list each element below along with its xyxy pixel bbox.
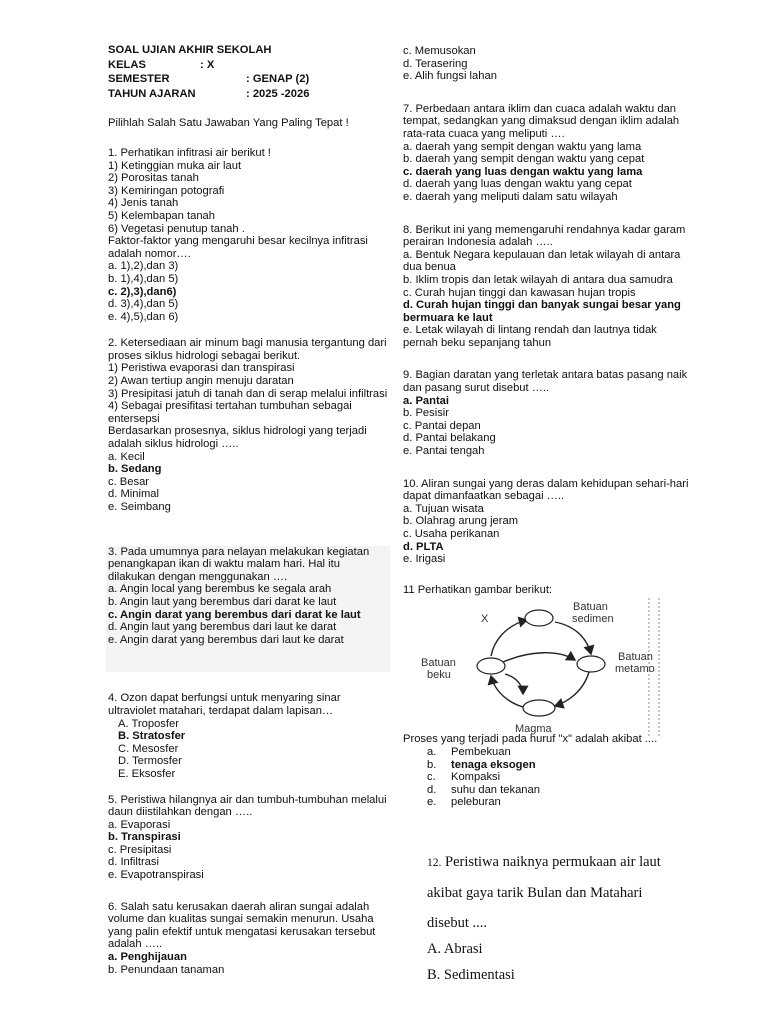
answer-option[interactable]: B. Sedimentasi bbox=[427, 966, 515, 983]
answer-option[interactable]: e. 4),5),dan 6) bbox=[108, 310, 179, 323]
question-5-stem: 5. Peristiwa hilangnya air dan tumbuh-tumbuhan melalui daun diistilahkan dengan ….. bbox=[108, 793, 387, 819]
answer-option-correct[interactable]: c. Angin darat yang berembus dari darat ke laut bbox=[108, 608, 361, 621]
answer-option[interactable]: b. Olahrag arung jeram bbox=[403, 515, 519, 528]
option-letter: b. bbox=[427, 758, 437, 771]
answer-option[interactable]: d. Infiltrasi bbox=[108, 856, 159, 869]
question-12-stem-line: akibat gaya tarik Bulan dan Matahari bbox=[427, 884, 643, 901]
option-text: peleburan bbox=[451, 796, 501, 809]
question-1 bbox=[108, 147, 390, 323]
answer-option[interactable]: a. Kecil bbox=[108, 450, 145, 463]
question-7 bbox=[403, 103, 693, 204]
answer-option[interactable]: e. Letak wilayah di lintang rendah dan lautnya tidak pernah beku sepanjang tahun bbox=[403, 324, 657, 349]
answer-option-correct[interactable]: d. Curah hujan tinggi dan banyak sungai besar yang bermuara ke laut bbox=[403, 299, 681, 324]
option-text: tenaga eksogen bbox=[451, 758, 536, 771]
answer-option[interactable]: e. Alih fungsi lahan bbox=[403, 70, 497, 83]
kelas-value: : X bbox=[200, 58, 215, 71]
answer-option[interactable]: b. daerah yang sempit dengan waktu yang cepat bbox=[403, 153, 645, 166]
question-11 bbox=[403, 584, 693, 809]
answer-option[interactable]: c. Usaha perikanan bbox=[403, 528, 500, 540]
answer-option[interactable]: c. Pantai depan bbox=[403, 419, 481, 432]
answer-option[interactable]: A. Troposfer bbox=[118, 717, 179, 730]
answer-option-correct[interactable]: B. Stratosfer bbox=[118, 730, 186, 743]
label-metamo-1: Batuan bbox=[618, 651, 653, 664]
question-1-item: 3) Kemiringan potografi bbox=[108, 184, 225, 197]
answer-option[interactable]: D. Termosfer bbox=[118, 755, 182, 768]
question-2-item: 1) Peristiwa evaporasi dan transpirasi bbox=[108, 362, 295, 375]
answer-option[interactable]: b. 1),4),dan 5) bbox=[108, 272, 179, 285]
answer-option[interactable]: d. Angin laut yang berembus dari laut ke darat bbox=[108, 621, 337, 634]
answer-option[interactable]: e. Seimbang bbox=[108, 501, 171, 513]
tahun-row bbox=[108, 88, 390, 101]
answer-option-correct[interactable]: b. Sedang bbox=[108, 463, 162, 476]
answer-option[interactable]: d. Pantai belakang bbox=[403, 432, 496, 445]
question-4 bbox=[108, 692, 390, 780]
question-12-number: 12. bbox=[427, 856, 442, 869]
kelas-row bbox=[108, 59, 390, 72]
answer-option[interactable]: a. daerah yang sempit dengan waktu yang lama bbox=[403, 140, 642, 153]
answer-option[interactable]: a. Bentuk Negara kepulauan dan letak wilayah di antara dua benua bbox=[403, 248, 681, 274]
option-text: Kompaksi bbox=[451, 771, 501, 784]
option-letter: a. bbox=[427, 745, 437, 758]
tahun-label: TAHUN AJARAN bbox=[108, 87, 196, 100]
question-1-item: 4) Jenis tanah bbox=[108, 197, 179, 210]
question-8-stem: 8. Berikut ini yang memengaruhi rendahnya kadar garam perairan Indonesia adalah ….. bbox=[403, 223, 686, 249]
semester-row bbox=[108, 73, 390, 86]
answer-option[interactable]: a. Angin local yang berembus ke segala arah bbox=[108, 583, 332, 596]
label-beku-1: Batuan bbox=[421, 657, 456, 670]
question-11-question: Proses yang terjadi pada huruf "x" adalah akibat .... bbox=[403, 733, 658, 746]
option-letter: e. bbox=[427, 796, 437, 809]
answer-option-correct[interactable]: b. Transpirasi bbox=[108, 831, 181, 844]
label-metamo-2: metamo bbox=[615, 663, 655, 676]
answer-option-correct[interactable]: c. 2),3),dan6) bbox=[108, 285, 177, 298]
question-3-stem: 3. Pada umumnya para nelayan melakukan kegiatan penangkapan ikan di waktu malam hari. Hal itu dilakukan dengan menggunakan …. bbox=[108, 545, 370, 583]
question-10 bbox=[403, 478, 693, 566]
question-12-stem-line: disebut .... bbox=[427, 914, 488, 931]
ellipse-batuan-beku bbox=[477, 658, 505, 674]
answer-option[interactable] bbox=[403, 784, 693, 797]
answer-option-correct[interactable]: a. Pantai bbox=[403, 394, 450, 407]
question-10-stem: 10. Aliran sungai yang deras dalam kehidupan sehari-hari dapat dimanfaatkan sebagai ….. bbox=[403, 477, 689, 503]
ellipse-batuan-sedimen bbox=[525, 610, 553, 626]
arrow-metamorf-to-magma bbox=[555, 672, 589, 706]
answer-option[interactable]: C. Mesosfer bbox=[118, 742, 179, 755]
kelas-label: KELAS bbox=[108, 58, 146, 71]
answer-option[interactable]: e. Angin darat yang berembus dari laut ke darat bbox=[108, 633, 344, 646]
answer-option[interactable]: E. Eksosfer bbox=[118, 767, 176, 780]
answer-option[interactable]: a. 1),2),dan 3) bbox=[108, 260, 179, 273]
question-2-stem: 2. Ketersediaan air minum bagi manusia tergantung dari proses siklus hidrologi sebagai berikut. bbox=[108, 337, 387, 362]
question-2-item: 3) Presipitasi jatuh di tanah dan di serap melalui infiltrasi bbox=[108, 387, 388, 400]
answer-option[interactable]: d. daerah yang luas dengan waktu yang cepat bbox=[403, 178, 632, 191]
question-9-stem: 9. Bagian daratan yang terletak antara batas pasang naik dan pasang surut disebut ….. bbox=[403, 369, 688, 395]
answer-option[interactable]: c. Curah hujan tinggi dan kawasan hujan tropis bbox=[403, 286, 636, 299]
question-1-item: 6) Vegetasi penutup tanah . bbox=[108, 222, 245, 235]
answer-option-correct[interactable] bbox=[403, 759, 693, 772]
question-1-item: 2) Porositas tanah bbox=[108, 172, 199, 185]
option-letter: d. bbox=[427, 783, 437, 796]
question-11-stem: 11 Perhatikan gambar berikut: bbox=[403, 583, 553, 596]
answer-option[interactable]: e. daerah yang meliputi dalam satu wilayah bbox=[403, 190, 618, 203]
question-6 bbox=[108, 901, 390, 977]
question-1-question: Faktor-faktor yang mengaruhi besar kecilnya infitrasi adalah nomor…. bbox=[108, 235, 368, 260]
ellipse-batuan-metamorf bbox=[577, 656, 605, 672]
answer-option[interactable]: b. Pesisir bbox=[403, 407, 450, 420]
answer-option[interactable]: b. Penundaan tanaman bbox=[108, 963, 225, 976]
label-sedimen-1: Batuan bbox=[573, 601, 608, 614]
answer-option[interactable] bbox=[403, 746, 693, 759]
answer-option[interactable]: e. Evapotranspirasi bbox=[108, 869, 204, 882]
option-text: Pembekuan bbox=[451, 745, 511, 758]
question-6-continued bbox=[403, 45, 693, 83]
arrow-beku-to-sedimen bbox=[491, 620, 527, 656]
question-6-stem: 6. Salah satu kerusakan daerah aliran sungai adalah volume dan kualitas sungai semakin menurun. Usaha yang palin efektif untuk mengatasi kerusakan tersebut adalah ….. bbox=[108, 900, 376, 951]
answer-option[interactable]: e. Pantai tengah bbox=[403, 445, 485, 458]
question-2-item: 4) Sebagai presifitasi tertahan tumbuhan sebagai entersepsi bbox=[108, 400, 352, 425]
tahun-value: : 2025 -2026 bbox=[246, 87, 310, 100]
question-9 bbox=[403, 369, 693, 457]
right-column bbox=[403, 45, 693, 988]
answer-option-correct[interactable]: c. daerah yang luas dengan waktu yang lama bbox=[403, 165, 643, 178]
question-12-stem-line bbox=[427, 849, 693, 876]
label-sedimen-2: sedimen bbox=[572, 613, 614, 626]
label-x: X bbox=[481, 613, 489, 626]
question-4-stem: 4. Ozon dapat berfungsi untuk menyaring sinar ultraviolet matahari, terdapat dalam lapisan… bbox=[108, 692, 341, 717]
answer-option[interactable]: c. Memusokan bbox=[403, 45, 476, 57]
answer-option[interactable]: e. Irigasi bbox=[403, 553, 446, 566]
answer-option-correct[interactable]: a. Penghijauan bbox=[108, 951, 187, 964]
semester-value: : GENAP (2) bbox=[246, 73, 310, 86]
question-1-item: 1) Ketinggian muka air laut bbox=[108, 159, 242, 172]
question-12 bbox=[403, 849, 693, 988]
answer-option[interactable] bbox=[403, 771, 693, 784]
question-3 bbox=[106, 546, 390, 673]
rock-cycle-diagram bbox=[403, 596, 693, 739]
left-column bbox=[108, 44, 390, 976]
option-letter: c. bbox=[427, 771, 436, 784]
exam-title: SOAL UJIAN AKHIR SEKOLAH bbox=[108, 44, 272, 56]
answer-option[interactable]: d. 3),4),dan 5) bbox=[108, 298, 179, 311]
answer-option[interactable]: a. Evaporasi bbox=[108, 818, 171, 831]
answer-option[interactable] bbox=[403, 796, 693, 809]
option-text: suhu dan tekanan bbox=[451, 783, 540, 796]
question-2-item: 2) Awan tertiup angin menuju daratan bbox=[108, 375, 294, 388]
semester-label: SEMESTER bbox=[108, 73, 170, 86]
question-1-stem: 1. Perhatikan infitrasi air berikut ! bbox=[108, 146, 271, 159]
question-5 bbox=[108, 794, 390, 882]
answer-option[interactable]: c. Presipitasi bbox=[108, 843, 172, 856]
label-magma: Magma bbox=[515, 723, 552, 736]
arrow-sedimen-to-metamorf bbox=[555, 622, 591, 654]
question-2-question: Berdasarkan prosesnya, siklus hidrologi yang terjadi adalah siklus hidrologi ….. bbox=[108, 425, 367, 451]
answer-option[interactable]: b. Iklim tropis dan letak wilayah di antara dua samudra bbox=[403, 273, 673, 286]
question-1-item: 5) Kelembapan tanah bbox=[108, 209, 215, 222]
question-2 bbox=[108, 337, 390, 513]
answer-option[interactable]: d. Minimal bbox=[108, 488, 159, 501]
arrow-beku-to-metamorf bbox=[503, 653, 575, 662]
answer-option[interactable]: A. Abrasi bbox=[427, 940, 483, 957]
question-7-stem: 7. Perbedaan antara iklim dan cuaca adalah waktu dan tempat, sedangkan yang dimaksud dengan iklim adalah rata-rata cuaca yang meliputi …. bbox=[403, 102, 680, 140]
answer-option[interactable]: d. Terasering bbox=[403, 57, 468, 70]
answer-option[interactable]: a. Tujuan wisata bbox=[403, 502, 484, 515]
label-beku-2: beku bbox=[427, 669, 451, 682]
answer-option[interactable]: c. Besar bbox=[108, 475, 150, 488]
question-12-text: Peristiwa naiknya permukaan air laut bbox=[445, 853, 661, 870]
answer-option[interactable]: b. Angin laut yang berembus dari darat ke laut bbox=[108, 595, 337, 608]
instruction-text: Pilihlah Salah Satu Jawaban Yang Paling Tepat ! bbox=[108, 117, 349, 130]
ellipse-magma bbox=[523, 700, 555, 716]
question-8 bbox=[403, 224, 693, 350]
arrow-beku-to-magma bbox=[505, 674, 523, 694]
answer-option-correct[interactable]: d. PLTA bbox=[403, 540, 444, 553]
arrow-magma-to-beku bbox=[491, 676, 527, 708]
